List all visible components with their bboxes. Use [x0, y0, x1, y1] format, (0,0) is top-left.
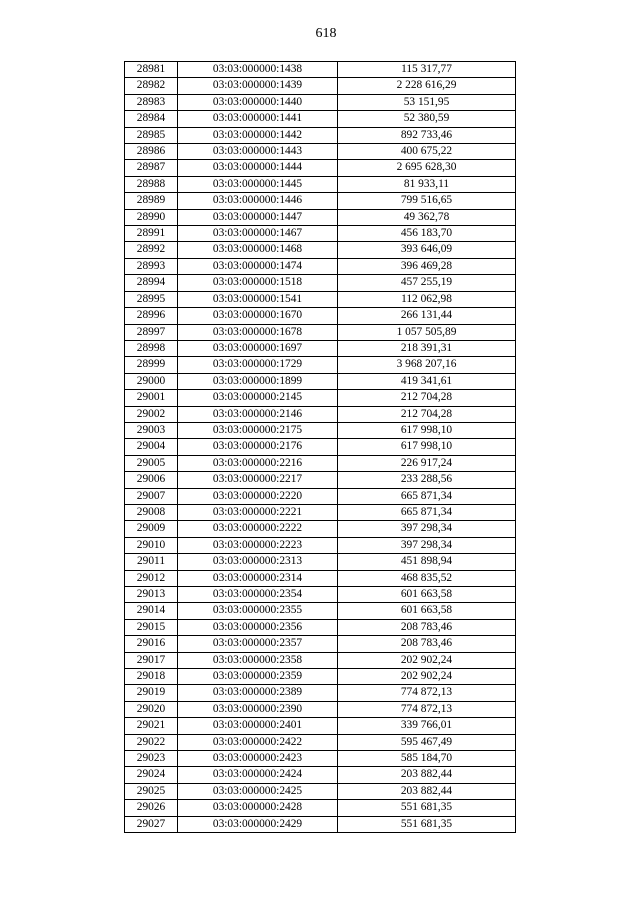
cadastral-value-cell: 601 663,58: [338, 587, 516, 603]
row-number-cell: 29024: [125, 767, 178, 783]
table-row: [125, 226, 516, 242]
cadastral-number-cell: 03:03:000000:2423: [178, 751, 338, 767]
row-number-cell: 29026: [125, 800, 178, 816]
row-number-cell: 29003: [125, 422, 178, 438]
row-number-cell: 29008: [125, 504, 178, 520]
table-row: [125, 324, 516, 340]
table-row: [125, 258, 516, 274]
cadastral-number-cell: 03:03:000000:2425: [178, 783, 338, 799]
row-number-cell: 28991: [125, 226, 178, 242]
row-number-cell: 29018: [125, 669, 178, 685]
table-row: [125, 406, 516, 422]
table-row: [125, 734, 516, 750]
table-row: [125, 455, 516, 471]
row-number-cell: 29015: [125, 619, 178, 635]
cadastral-number-cell: 03:03:000000:1899: [178, 373, 338, 389]
cadastral-number-cell: 03:03:000000:2145: [178, 390, 338, 406]
row-number-cell: 28997: [125, 324, 178, 340]
row-number-cell: 29005: [125, 455, 178, 471]
table-row: [125, 652, 516, 668]
cadastral-number-cell: 03:03:000000:2221: [178, 504, 338, 520]
table-row: [125, 242, 516, 258]
table-row: [125, 718, 516, 734]
table-row: [125, 800, 516, 816]
row-number-cell: 28989: [125, 193, 178, 209]
cadastral-number-cell: 03:03:000000:1447: [178, 209, 338, 225]
table-row: [125, 472, 516, 488]
cadastral-value-cell: 3 968 207,16: [338, 357, 516, 373]
cadastral-number-cell: 03:03:000000:2429: [178, 816, 338, 832]
table-row: [125, 488, 516, 504]
cadastral-number-cell: 03:03:000000:1441: [178, 111, 338, 127]
cadastral-number-cell: 03:03:000000:2389: [178, 685, 338, 701]
table-row: [125, 570, 516, 586]
cadastral-value-cell: 208 783,46: [338, 619, 516, 635]
row-number-cell: 29002: [125, 406, 178, 422]
row-number-cell: 29022: [125, 734, 178, 750]
table-body: [125, 62, 516, 833]
row-number-cell: 29017: [125, 652, 178, 668]
row-number-cell: 29014: [125, 603, 178, 619]
table-row: [125, 701, 516, 717]
cadastral-value-cell: 617 998,10: [338, 439, 516, 455]
row-number-cell: 29006: [125, 472, 178, 488]
cadastral-value-cell: 81 933,11: [338, 176, 516, 192]
row-number-cell: 28988: [125, 176, 178, 192]
row-number-cell: 29021: [125, 718, 178, 734]
cadastral-number-cell: 03:03:000000:1729: [178, 357, 338, 373]
cadastral-number-cell: 03:03:000000:2222: [178, 521, 338, 537]
cadastral-value-cell: 2 228 616,29: [338, 78, 516, 94]
cadastral-value-cell: 665 871,34: [338, 504, 516, 520]
row-number-cell: 28983: [125, 94, 178, 110]
row-number-cell: 28984: [125, 111, 178, 127]
table-row: [125, 94, 516, 110]
row-number-cell: 28986: [125, 144, 178, 160]
table-row: [125, 160, 516, 176]
row-number-cell: 29001: [125, 390, 178, 406]
cadastral-number-cell: 03:03:000000:1439: [178, 78, 338, 94]
cadastral-value-cell: 665 871,34: [338, 488, 516, 504]
cadastral-number-cell: 03:03:000000:2314: [178, 570, 338, 586]
cadastral-value-cell: 226 917,24: [338, 455, 516, 471]
table-row: [125, 357, 516, 373]
cadastral-value-cell: 203 882,44: [338, 767, 516, 783]
cadastral-number-cell: 03:03:000000:2356: [178, 619, 338, 635]
cadastral-value-cell: 203 882,44: [338, 783, 516, 799]
cadastral-value-cell: 339 766,01: [338, 718, 516, 734]
row-number-cell: 28995: [125, 291, 178, 307]
table-row: [125, 62, 516, 78]
cadastral-number-cell: 03:03:000000:2175: [178, 422, 338, 438]
row-number-cell: 28994: [125, 275, 178, 291]
cadastral-value-cell: 52 380,59: [338, 111, 516, 127]
cadastral-value-cell: 551 681,35: [338, 800, 516, 816]
table-row: [125, 390, 516, 406]
cadastral-value-cell: 202 902,24: [338, 669, 516, 685]
row-number-cell: 29027: [125, 816, 178, 832]
cadastral-value-cell: 212 704,28: [338, 406, 516, 422]
cadastral-value-cell: 419 341,61: [338, 373, 516, 389]
cadastral-number-cell: 03:03:000000:1670: [178, 308, 338, 324]
cadastral-number-cell: 03:03:000000:1444: [178, 160, 338, 176]
cadastral-value-cell: 1 057 505,89: [338, 324, 516, 340]
table-row: [125, 767, 516, 783]
table-row: [125, 308, 516, 324]
row-number-cell: 29023: [125, 751, 178, 767]
table-row: [125, 291, 516, 307]
cadastral-number-cell: 03:03:000000:2428: [178, 800, 338, 816]
cadastral-value-cell: 892 733,46: [338, 127, 516, 143]
row-number-cell: 28998: [125, 340, 178, 356]
table-row: [125, 685, 516, 701]
table-row: [125, 619, 516, 635]
cadastral-number-cell: 03:03:000000:2422: [178, 734, 338, 750]
cadastral-value-cell: 396 469,28: [338, 258, 516, 274]
cadastral-value-cell: 397 298,34: [338, 537, 516, 553]
table-row: [125, 669, 516, 685]
row-number-cell: 29016: [125, 636, 178, 652]
cadastral-value-cell: 218 391,31: [338, 340, 516, 356]
cadastral-number-cell: 03:03:000000:2390: [178, 701, 338, 717]
row-number-cell: 28982: [125, 78, 178, 94]
cadastral-number-cell: 03:03:000000:2354: [178, 587, 338, 603]
row-number-cell: 28985: [125, 127, 178, 143]
table-row: [125, 193, 516, 209]
table-row: [125, 816, 516, 832]
table-row: [125, 127, 516, 143]
cadastral-value-cell: 400 675,22: [338, 144, 516, 160]
cadastral-value-cell: 457 255,19: [338, 275, 516, 291]
page-number: 618: [315, 26, 337, 41]
cadastral-value-cell: 774 872,13: [338, 701, 516, 717]
cadastral-value-cell: 617 998,10: [338, 422, 516, 438]
cadastral-value-cell: 799 516,65: [338, 193, 516, 209]
table-row: [125, 537, 516, 553]
cadastral-number-cell: 03:03:000000:1468: [178, 242, 338, 258]
cadastral-value-cell: 233 288,56: [338, 472, 516, 488]
row-number-cell: 29025: [125, 783, 178, 799]
cadastral-value-cell: 595 467,49: [338, 734, 516, 750]
cadastral-value-cell: 53 151,95: [338, 94, 516, 110]
cadastral-value-cell: 208 783,46: [338, 636, 516, 652]
cadastral-number-cell: 03:03:000000:2357: [178, 636, 338, 652]
row-number-cell: 28990: [125, 209, 178, 225]
cadastral-number-cell: 03:03:000000:2216: [178, 455, 338, 471]
row-number-cell: 29019: [125, 685, 178, 701]
table-row: [125, 78, 516, 94]
cadastral-number-cell: 03:03:000000:2176: [178, 439, 338, 455]
table-row: [125, 587, 516, 603]
table-row: [125, 636, 516, 652]
cadastral-value-cell: 112 062,98: [338, 291, 516, 307]
row-number-cell: 28981: [125, 62, 178, 78]
cadastral-number-cell: 03:03:000000:1541: [178, 291, 338, 307]
cadastral-value-cell: 49 362,78: [338, 209, 516, 225]
table-row: [125, 554, 516, 570]
cadastral-number-cell: 03:03:000000:2355: [178, 603, 338, 619]
cadastral-value-cell: 2 695 628,30: [338, 160, 516, 176]
cadastral-number-cell: 03:03:000000:1467: [178, 226, 338, 242]
cadastral-number-cell: 03:03:000000:1518: [178, 275, 338, 291]
cadastral-value-cell: 456 183,70: [338, 226, 516, 242]
row-number-cell: 29000: [125, 373, 178, 389]
table-row: [125, 751, 516, 767]
cadastral-value-cell: 451 898,94: [338, 554, 516, 570]
table-row: [125, 521, 516, 537]
cadastral-number-cell: 03:03:000000:2359: [178, 669, 338, 685]
table-row: [125, 111, 516, 127]
cadastral-number-cell: 03:03:000000:2146: [178, 406, 338, 422]
row-number-cell: 29020: [125, 701, 178, 717]
cadastral-number-cell: 03:03:000000:1446: [178, 193, 338, 209]
cadastral-value-cell: 774 872,13: [338, 685, 516, 701]
cadastral-number-cell: 03:03:000000:1438: [178, 62, 338, 78]
cadastral-number-cell: 03:03:000000:2223: [178, 537, 338, 553]
cadastral-number-cell: 03:03:000000:2217: [178, 472, 338, 488]
row-number-cell: 29011: [125, 554, 178, 570]
table-row: [125, 275, 516, 291]
cadastral-number-cell: 03:03:000000:1445: [178, 176, 338, 192]
table-row: [125, 422, 516, 438]
cadastral-value-cell: 202 902,24: [338, 652, 516, 668]
row-number-cell: 29009: [125, 521, 178, 537]
cadastral-number-cell: 03:03:000000:1440: [178, 94, 338, 110]
row-number-cell: 28993: [125, 258, 178, 274]
table-row: [125, 504, 516, 520]
cadastral-value-table: [124, 61, 516, 833]
cadastral-number-cell: 03:03:000000:1443: [178, 144, 338, 160]
cadastral-value-cell: 397 298,34: [338, 521, 516, 537]
cadastral-value-cell: 115 317,77: [338, 62, 516, 78]
row-number-cell: 28996: [125, 308, 178, 324]
table-row: [125, 603, 516, 619]
row-number-cell: 29004: [125, 439, 178, 455]
row-number-cell: 29013: [125, 587, 178, 603]
row-number-cell: 29007: [125, 488, 178, 504]
row-number-cell: 29012: [125, 570, 178, 586]
cadastral-value-cell: 585 184,70: [338, 751, 516, 767]
table-row: [125, 373, 516, 389]
table-row: [125, 783, 516, 799]
cadastral-number-cell: 03:03:000000:2358: [178, 652, 338, 668]
table-row: [125, 439, 516, 455]
cadastral-number-cell: 03:03:000000:2220: [178, 488, 338, 504]
table-row: [125, 176, 516, 192]
table-row: [125, 340, 516, 356]
cadastral-number-cell: 03:03:000000:2424: [178, 767, 338, 783]
cadastral-value-cell: 212 704,28: [338, 390, 516, 406]
row-number-cell: 28987: [125, 160, 178, 176]
cadastral-number-cell: 03:03:000000:1697: [178, 340, 338, 356]
table-row: [125, 144, 516, 160]
cadastral-number-cell: 03:03:000000:1474: [178, 258, 338, 274]
row-number-cell: 28992: [125, 242, 178, 258]
cadastral-number-cell: 03:03:000000:2313: [178, 554, 338, 570]
cadastral-value-cell: 551 681,35: [338, 816, 516, 832]
cadastral-number-cell: 03:03:000000:2401: [178, 718, 338, 734]
cadastral-number-cell: 03:03:000000:1442: [178, 127, 338, 143]
cadastral-value-cell: 468 835,52: [338, 570, 516, 586]
row-number-cell: 29010: [125, 537, 178, 553]
cadastral-value-cell: 601 663,58: [338, 603, 516, 619]
cadastral-number-cell: 03:03:000000:1678: [178, 324, 338, 340]
cadastral-value-cell: 266 131,44: [338, 308, 516, 324]
cadastral-value-cell: 393 646,09: [338, 242, 516, 258]
table-row: [125, 209, 516, 225]
row-number-cell: 28999: [125, 357, 178, 373]
